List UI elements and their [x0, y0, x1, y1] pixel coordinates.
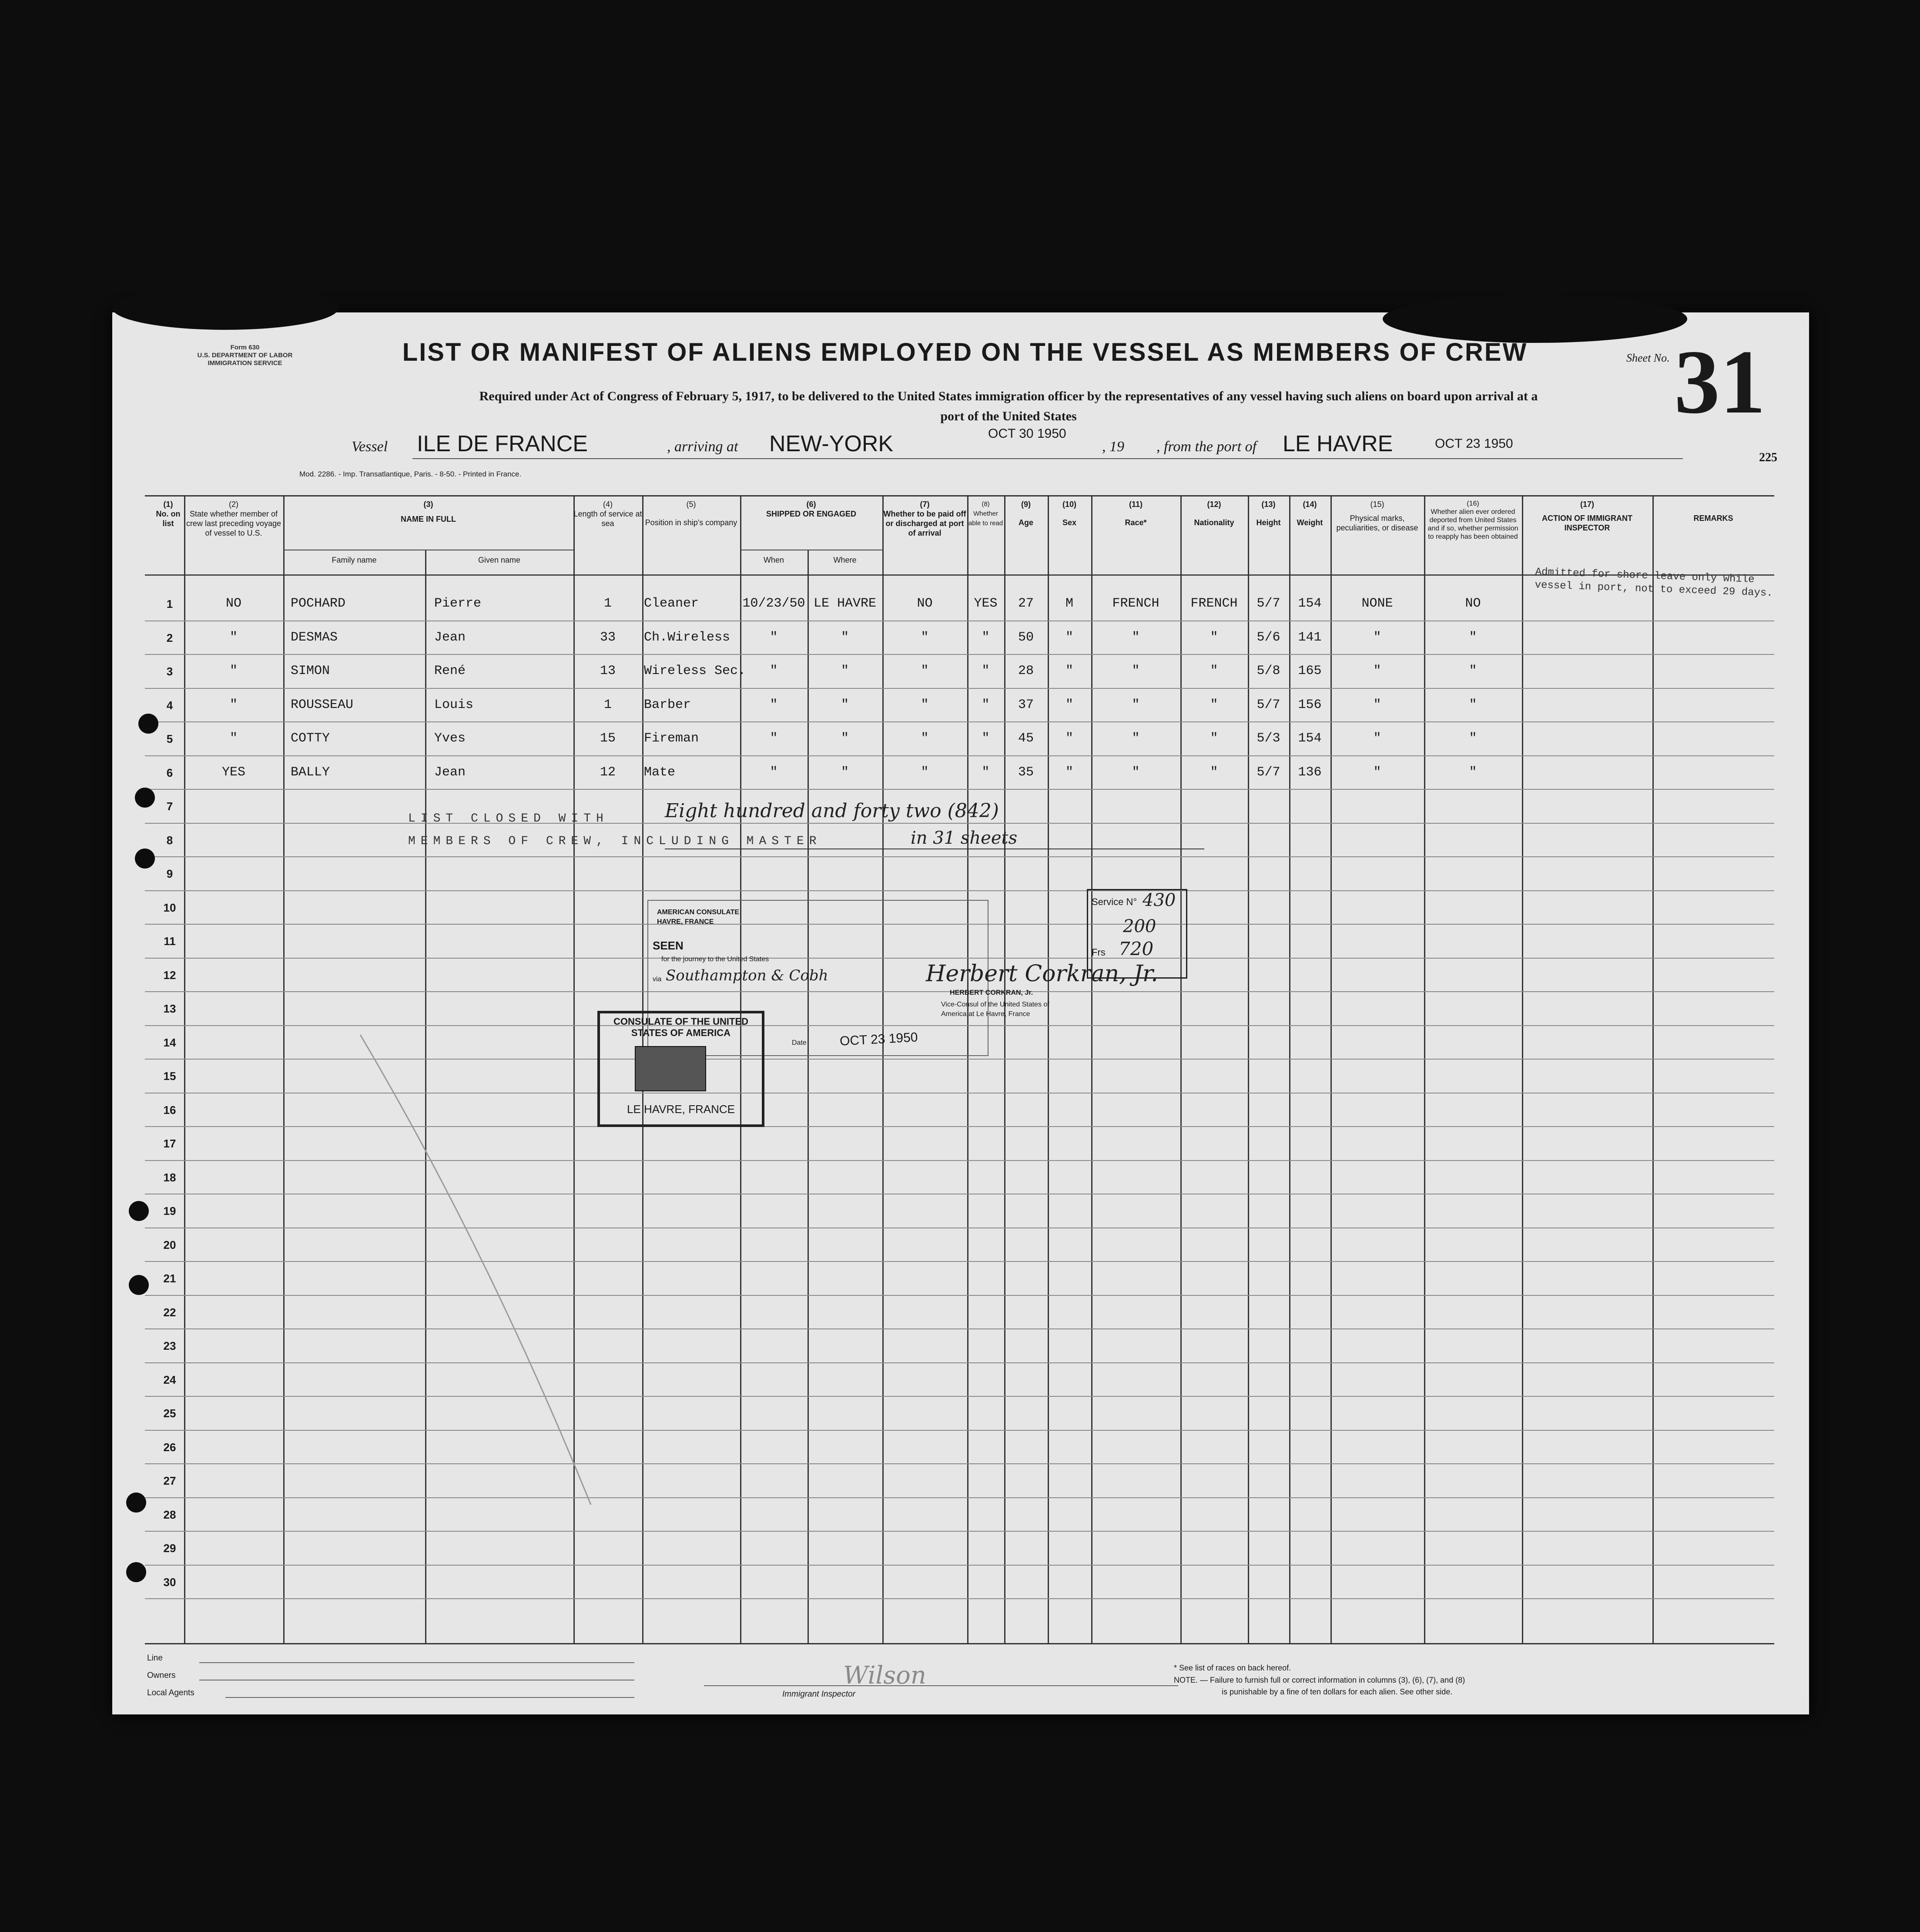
cell-when: " [770, 697, 778, 712]
cell-marks: " [1373, 664, 1381, 678]
cell-age: 45 [1018, 731, 1034, 746]
row-number: 24 [163, 1373, 176, 1386]
cell-marks: " [1373, 765, 1381, 780]
cell-given: René [434, 664, 466, 678]
cell-service: 13 [600, 664, 616, 678]
row-number: 29 [163, 1542, 176, 1555]
where-header: Where [833, 556, 857, 564]
cell-race: " [1132, 731, 1140, 746]
service-number: 430 [1143, 890, 1176, 910]
fee-box [1087, 889, 1187, 979]
fee-amount: 200 [1123, 916, 1156, 936]
cell-weight: 154 [1298, 731, 1322, 746]
cell-position: Fireman [644, 731, 699, 746]
cell-prev: NO [225, 596, 241, 611]
cell-race: " [1132, 630, 1140, 645]
binder-hole [135, 788, 155, 808]
cell-height: 5/7 [1257, 697, 1280, 712]
col-header-11: (11) Race* [1125, 500, 1147, 527]
cell-nationality: " [1210, 630, 1218, 645]
row-number: 19 [163, 1204, 176, 1218]
row-number: 4 [166, 698, 173, 712]
col-header-2: (2) State whether member of crew last preceding voyage of vessel to U.S. [186, 500, 281, 537]
row-number: 16 [163, 1103, 176, 1117]
cell-sex: M [1065, 596, 1073, 611]
race-note: * See list of races on back hereof. [1174, 1664, 1291, 1672]
row-number: 7 [166, 800, 173, 813]
cell-given: Louis [434, 697, 474, 712]
cell-paid-off: " [921, 630, 929, 645]
col-rule [808, 550, 809, 1644]
sheet-number: 31 [1674, 332, 1766, 433]
arriving-label: , arriving at [667, 439, 738, 455]
cell-where: " [841, 765, 849, 780]
cell-prev: " [229, 731, 238, 746]
cell-when: " [770, 731, 778, 746]
when-header: When [763, 556, 784, 564]
row-number: 17 [163, 1137, 176, 1150]
row-number: 18 [163, 1171, 176, 1184]
col-header-12: (12) Nationality [1194, 500, 1234, 527]
arrival-date-stamp: OCT 30 1950 [988, 426, 1066, 441]
col-rule [1652, 495, 1654, 1644]
row-number: 5 [166, 732, 173, 745]
cell-position: Wireless Sec. [644, 664, 746, 678]
seal-bottom-text: LE HAVRE, FRANCE [627, 1103, 735, 1116]
cell-position: Mate [644, 765, 676, 780]
cell-age: 50 [1018, 630, 1034, 645]
cell-nationality: " [1210, 664, 1218, 678]
cell-weight: 136 [1298, 765, 1322, 780]
cell-deported: " [1469, 664, 1477, 678]
inspector-signature: Wilson [843, 1661, 926, 1690]
signer-name: HERBERT CORKRAN, Jr. [950, 989, 1033, 996]
cell-sex: " [1065, 697, 1073, 712]
cell-nationality: " [1210, 765, 1218, 780]
fee-stamp-image [635, 1046, 706, 1091]
diagonal-pencil-mark [356, 1030, 600, 1509]
cell-read: " [982, 697, 990, 712]
row-number: 12 [163, 968, 176, 982]
cell-prev: " [229, 697, 238, 712]
row-rule [145, 823, 1774, 824]
row-rule [145, 1598, 1774, 1599]
signer-title: Vice-Consul of the United States of America at Le Havre, France [941, 1001, 1049, 1018]
cell-nationality: " [1210, 697, 1218, 712]
remarks-header: REMARKS [1693, 514, 1733, 523]
cell-when: " [770, 630, 778, 645]
cell-weight: 156 [1298, 697, 1322, 712]
row-number: 23 [163, 1339, 176, 1352]
cell-race: " [1132, 664, 1140, 678]
cell-deported: " [1469, 630, 1477, 645]
consulate-header: AMERICAN CONSULATE [657, 909, 740, 916]
page-title: LIST OR MANIFEST OF ALIENS EMPLOYED ON THE VESSEL AS MEMBERS OF CREW [402, 338, 1528, 366]
row-rule [145, 654, 1774, 655]
col-header-7: (7) Whether to be paid off or discharged at port of arrival [883, 500, 966, 537]
cell-race: " [1132, 765, 1140, 780]
row-number: 14 [163, 1036, 176, 1049]
cell-read: " [982, 731, 990, 746]
cell-prev: YES [221, 765, 245, 780]
binder-hole [126, 1562, 146, 1582]
col-header-14: (14) Weight [1297, 500, 1323, 527]
row-rule [145, 1565, 1774, 1566]
torn-edge [1383, 295, 1687, 343]
row-number: 1 [166, 597, 173, 610]
cell-service: 1 [603, 596, 612, 611]
cell-sex: " [1065, 765, 1073, 780]
cell-sex: " [1065, 664, 1073, 678]
col-header-13: (13) Height [1256, 500, 1281, 527]
cell-given: Jean [434, 765, 466, 780]
cell-read: " [982, 664, 990, 678]
row-number: 6 [166, 766, 173, 779]
cell-where: " [841, 664, 849, 678]
header-bottom-rule [145, 574, 1774, 576]
cell-paid-off: " [921, 731, 929, 746]
row-number: 15 [163, 1070, 176, 1083]
immigrant-inspector-label: Immigrant Inspector [782, 1690, 855, 1699]
vessel-name: ILE DE FRANCE [417, 431, 588, 456]
crew-count-handwritten: Eight hundred and forty two (842) [665, 800, 999, 822]
given-name-header: Given name [478, 556, 521, 564]
cell-given: Pierre [434, 596, 482, 611]
cell-service: 15 [600, 731, 616, 746]
cell-family: SIMON [291, 664, 330, 678]
via-route-handwritten: Southampton & Cobh [666, 967, 828, 984]
cell-height: 5/7 [1257, 765, 1280, 780]
cell-paid-off: " [921, 697, 929, 712]
cell-family: ROUSSEAU [291, 697, 354, 712]
consulate-seal-stamp [597, 1011, 764, 1127]
fill-line [412, 458, 1683, 459]
cell-sex: " [1065, 731, 1073, 746]
cell-service: 33 [600, 630, 616, 645]
row-number: 8 [166, 833, 173, 847]
seal-top-text: CONSULATE OF THE UNITED STATES OF AMERICA [613, 1016, 749, 1038]
col-header-16: (16) Whether alien ever ordered deported from United States and if so, whether permission to reapply has been obtained [1427, 500, 1518, 540]
cell-marks: " [1373, 697, 1381, 712]
row-number: 20 [163, 1238, 176, 1251]
cell-when: 10/23/50 [742, 596, 805, 611]
table-bottom-rule [145, 1643, 1774, 1644]
cell-age: 28 [1018, 664, 1034, 678]
cell-race: " [1132, 697, 1140, 712]
row-rule [145, 856, 1774, 857]
cell-marks: NONE [1361, 596, 1393, 611]
journey-label: for the journey to the United States [661, 956, 769, 963]
row-number: 26 [163, 1440, 176, 1454]
cell-paid-off: " [921, 664, 929, 678]
cell-deported: " [1469, 697, 1477, 712]
cell-marks: " [1373, 731, 1381, 746]
cell-deported: NO [1465, 596, 1481, 611]
cell-paid-off: " [921, 765, 929, 780]
cell-service: 12 [600, 765, 616, 780]
cell-nationality: FRENCH [1190, 596, 1238, 611]
requirement-text: Required under Act of Congress of February 5, 1917, to be delivered to the United States immigration officer by the representatives of any vessel having such aliens on board upon arrival at a port of the United States [479, 389, 1538, 423]
cell-deported: " [1469, 765, 1477, 780]
sheet-label: Sheet No. [1626, 352, 1670, 364]
service-number-label: Service N° [1092, 896, 1137, 907]
cell-height: 5/8 [1257, 664, 1280, 678]
from-label: , from the port of [1156, 439, 1257, 455]
cell-weight: 165 [1298, 664, 1322, 678]
cell-age: 27 [1018, 596, 1034, 611]
margin-number: 225 [1759, 451, 1777, 464]
cell-weight: 154 [1298, 596, 1322, 611]
row-number: 21 [163, 1272, 176, 1285]
col-header-5: (5) Position in ship's company [645, 500, 737, 527]
signature-line [704, 1685, 1178, 1686]
cell-sex: " [1065, 630, 1073, 645]
members-typed: MEMBERS OF CREW, INCLUDING MASTER [408, 835, 822, 848]
cell-read: " [982, 630, 990, 645]
footer-rule [225, 1697, 634, 1698]
cell-family: BALLY [291, 765, 330, 780]
col-header-10: (10) Sex [1062, 500, 1077, 527]
row-rule [145, 688, 1774, 689]
col-header-9: (9) Age [1018, 500, 1033, 527]
cell-prev: " [229, 630, 238, 645]
cell-nationality: " [1210, 731, 1218, 746]
visa-date: OCT 23 1950 [839, 1030, 918, 1049]
torn-edge [112, 286, 338, 330]
row-rule [145, 789, 1774, 790]
cell-family: DESMAS [291, 630, 338, 645]
cell-position: Cleaner [644, 596, 699, 611]
cell-position: Ch.Wireless [644, 630, 730, 645]
cell-family: COTTY [291, 731, 330, 746]
cell-given: Yves [434, 731, 466, 746]
footer-owners-label: Owners [147, 1671, 176, 1680]
row-number: 13 [163, 1002, 176, 1015]
fine-note-cont: is punishable by a fine of ten dollars for each alien. See other side. [1222, 1687, 1453, 1696]
row-rule [145, 890, 1774, 891]
col-header-4: (4) Length of service at sea [573, 500, 642, 528]
cell-where: " [841, 697, 849, 712]
vessel-label: Vessel [352, 439, 388, 455]
binder-hole [129, 1201, 149, 1221]
col-rule [283, 495, 285, 1644]
col-header-6: (6) SHIPPED OR ENGAGED [766, 500, 857, 518]
arriving-port: NEW-YORK [769, 431, 894, 456]
cell-paid-off: NO [917, 596, 933, 611]
date-label: Date [792, 1039, 807, 1046]
cell-prev: " [229, 664, 238, 678]
cell-marks: " [1373, 630, 1381, 645]
binder-hole [135, 849, 155, 869]
via-label: via [653, 976, 662, 983]
inspector-action-stamp: Admitted for shore leave only while vessel in port, not to exceed 29 days. [1535, 566, 1773, 600]
fine-note: NOTE. — Failure to furnish full or correct information in columns (3), (6), (7), and (8) [1174, 1676, 1465, 1684]
row-number: 27 [163, 1474, 176, 1487]
row-number: 25 [163, 1407, 176, 1420]
consulate-location: HAVRE, FRANCE [657, 918, 714, 926]
col-header-3: (3) NAME IN FULL [401, 500, 456, 523]
footer-agents-label: Local Agents [147, 1688, 194, 1697]
cell-when: " [770, 664, 778, 678]
departure-date-stamp: OCT 23 1950 [1435, 436, 1513, 451]
row-number: 9 [166, 867, 173, 880]
family-name-header: Family name [332, 556, 377, 564]
cell-weight: 141 [1298, 630, 1322, 645]
cell-deported: " [1469, 731, 1477, 746]
from-port: LE HAVRE [1283, 431, 1393, 456]
year-prefix: , 19 [1102, 439, 1124, 455]
row-number: 28 [163, 1508, 176, 1521]
row-number: 22 [163, 1305, 176, 1319]
row-number: 10 [163, 901, 176, 914]
row-number: 3 [166, 665, 173, 678]
manifest-sheet [112, 312, 1809, 1714]
cell-position: Barber [644, 697, 691, 712]
cell-read: YES [974, 596, 998, 611]
cell-when: " [770, 765, 778, 780]
binder-hole [129, 1275, 149, 1295]
row-rule [145, 1531, 1774, 1532]
cell-where: LE HAVRE [813, 596, 877, 611]
cell-race: FRENCH [1112, 596, 1159, 611]
row-rule [145, 721, 1774, 722]
row-number: 30 [163, 1575, 176, 1589]
col-header-17: (17) ACTION OF IMMIGRANT INSPECTOR [1542, 500, 1632, 532]
binder-hole [138, 714, 158, 734]
binder-hole [126, 1493, 146, 1513]
vice-consul-signature: Herbert Corkran, Jr. [926, 961, 1158, 987]
footer-rule [199, 1662, 634, 1663]
cell-age: 35 [1018, 765, 1034, 780]
cell-where: " [841, 630, 849, 645]
sheets-handwritten: in 31 sheets [911, 828, 1018, 848]
col-rule [1522, 495, 1523, 1644]
list-closed-typed: LIST CLOSED WITH [408, 812, 609, 825]
row-rule [145, 755, 1774, 756]
footer-line-label: Line [147, 1654, 163, 1663]
cell-service: 1 [603, 697, 612, 712]
seen-label: SEEN [653, 939, 684, 952]
row-number: 11 [164, 935, 176, 948]
cell-given: Jean [434, 630, 466, 645]
col-header-15: (15) Physical marks, peculiarities, or disease [1336, 500, 1418, 532]
table-top-rule [145, 495, 1774, 496]
cell-where: " [841, 731, 849, 746]
cell-height: 5/3 [1257, 731, 1280, 746]
cell-age: 37 [1018, 697, 1034, 712]
frs-amount: 720 [1119, 938, 1154, 959]
cell-family: POCHARD [291, 596, 346, 611]
mod-line: Mod. 2286. - Imp. Transatlantique, Paris. - 8-50. - Printed in France. [299, 470, 522, 478]
col-header-1: (1) No. on list [156, 500, 181, 528]
frs-label: Frs [1092, 947, 1106, 958]
form-identifier: Form 630 U.S. DEPARTMENT OF LABOR IMMIGRATION SERVICE [197, 344, 293, 367]
col-header-8: (8) Whether able to read [968, 500, 1003, 527]
cell-height: 5/7 [1257, 596, 1280, 611]
cell-read: " [982, 765, 990, 780]
row-number: 2 [166, 631, 173, 644]
cell-height: 5/6 [1257, 630, 1280, 645]
